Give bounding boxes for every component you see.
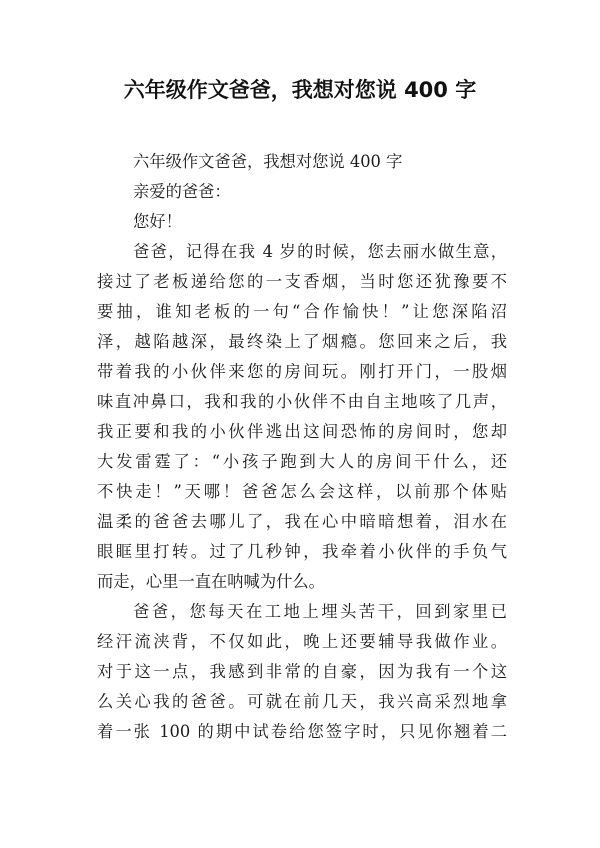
body-line: 温柔的爸爸去哪儿了，我在心中暗暗想着，泪水在: [97, 512, 507, 531]
body-line: 接过了老板递给您的一支香烟，当时您还犹豫要不: [97, 272, 507, 291]
body-line-heading: 六年级作文爸爸，我想对您说 400 字: [133, 152, 403, 171]
body-line: 爸爸，您每天在工地上埋头苦干，回到家里已: [133, 602, 507, 621]
body-line: 经汗流浃背，不仅如此，晚上还要辅导我做作业。: [97, 632, 507, 651]
body-line: 泽，越陷越深，最终染上了烟瘾。您回来之后，我: [97, 332, 507, 351]
body-line: 不快走！”天哪！爸爸怎么会这样，以前那个体贴: [97, 482, 507, 501]
body-line: 我正要和我的小伙伴逃出这间恐怖的房间时，您却: [97, 422, 507, 441]
body-line: 着一张 100 的期中试卷给您签字时，只见你翘着二: [97, 722, 507, 741]
body-line: 眼眶里打转。过了几秒钟，我牵着小伙伴的手负气: [97, 542, 507, 561]
body-line-salutation: 亲爱的爸爸：: [133, 182, 231, 201]
body-line: 带着我的小伙伴来您的房间玩。刚打开门，一股烟: [97, 362, 507, 381]
body-line: 对于这一点，我感到非常的自豪，因为我有一个这: [97, 662, 507, 681]
body-line: 而走，心里一直在呐喊为什么。: [97, 572, 325, 591]
body-line: 爸爸，记得在我 4 岁的时候，您去丽水做生意，: [133, 242, 507, 261]
document-title: 六年级作文爸爸，我想对您说 400 字: [123, 78, 477, 102]
body-line: 味直冲鼻口，我和我的小伙伴不由自主地咳了几声，: [97, 392, 507, 411]
document-body: [97, 147, 507, 747]
body-line: 要抽，谁知老板的一句“合作愉快！”让您深陷沼: [97, 302, 507, 321]
body-line: 么关心我的爸爸。可就在前几天，我兴高采烈地拿: [97, 692, 507, 711]
body-line-greeting: 您好！: [133, 212, 182, 231]
body-line: 大发雷霆了：“小孩子跑到大人的房间干什么，还: [97, 452, 507, 471]
